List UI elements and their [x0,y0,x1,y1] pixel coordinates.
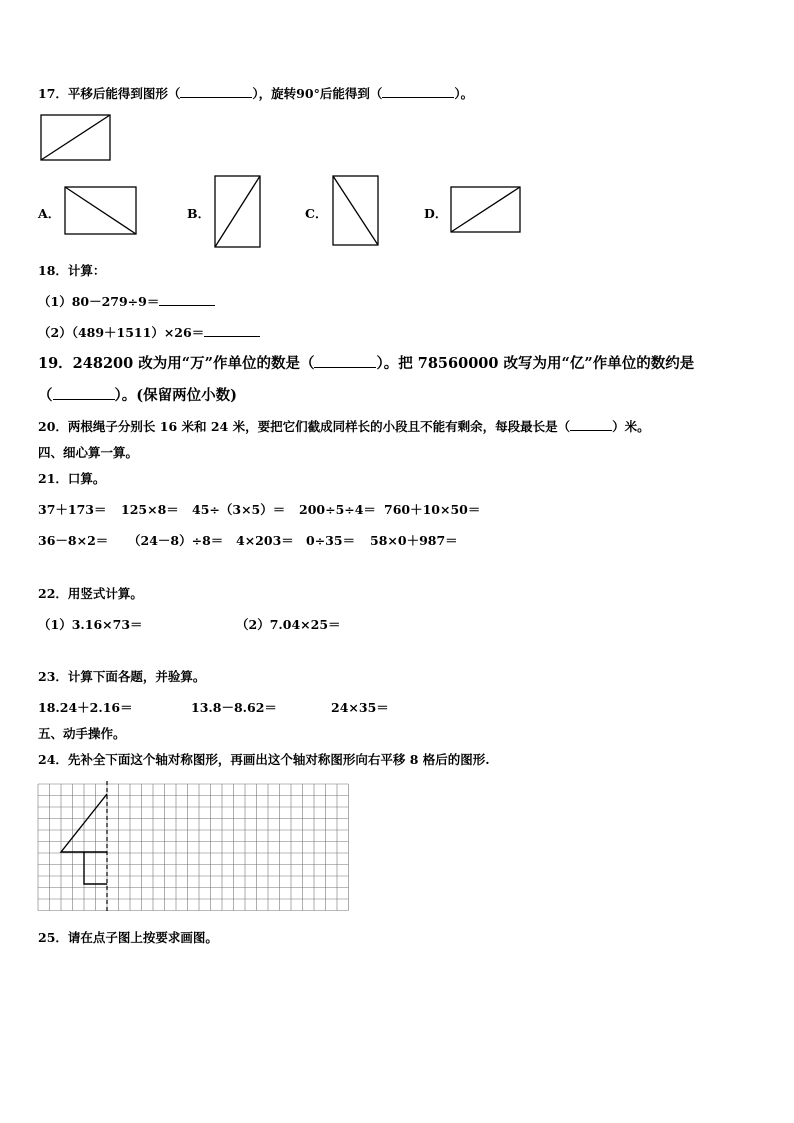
q18-item-2-blank[interactable] [204,325,260,337]
q19-blank-2[interactable] [53,388,115,400]
q17-text-3: ）。 [454,86,474,101]
q20-text-2: ）米。 [612,419,650,434]
q17-option-b-figure[interactable] [214,175,262,249]
q17-blank-2[interactable] [382,86,454,98]
q18-title: 18．计算： [38,263,106,278]
q20-line [38,417,650,435]
q17-line [38,84,473,102]
q24-grid-lines [38,784,349,911]
q19-text-3: （ [38,387,53,404]
q20-blank[interactable] [570,419,612,431]
q17-number: 17． [38,86,68,101]
q17-option-d-figure[interactable] [450,186,522,234]
q21-row2-item-5: 58×0＋987＝ [370,533,458,548]
q24-title: 24．先补全下面这个轴对称图形，再画出这个轴对称图形向右平移 8 格后的图形. [38,752,490,767]
section-4-heading: 四、细心算一算。 [38,445,139,460]
q22-title: 22．用竖式计算。 [38,586,143,601]
q18-item-1-text: （1）80－279÷9＝ [38,294,160,309]
q21-row1-item-5: 760＋10×50＝ [384,502,481,517]
q21-row2-item-2: （24－8）÷8＝ [128,533,224,548]
q23-item-2: 13.8－8.62＝ [191,700,277,715]
q23-title: 23．计算下面各题，并验算。 [38,669,206,684]
q19-text-1: 19．248200 改为用“万”作单位的数是（ [38,355,315,372]
section-5-heading: 五、动手操作。 [38,726,126,741]
q21-row2-item-3: 4×203＝ [236,533,294,548]
q25-title: 25．请在点子图上按要求画图。 [38,930,218,945]
q21-row1-item-2: 125×8＝ [121,502,179,517]
q17-option-c-label: C． [305,206,328,221]
q19-text-2: ）。把 78560000 改写为用“亿”作单位的数约是 [376,355,695,372]
q21-row1-item-1: 37＋173＝ [38,502,107,517]
q17-option-d-label: D． [424,206,448,221]
q22-item-2: （2）7.04×25＝ [236,617,341,632]
q19-text-4: ）。(保留两位小数) [114,387,237,404]
q17-option-a-figure[interactable] [64,186,138,236]
q17-option-b-label: B． [187,206,211,221]
q17-text-2: ），旋转90°后能得到（ [252,86,383,101]
q17-original-figure [40,114,112,162]
q21-row2-item-1: 36－8×2＝ [38,533,109,548]
q24-grid[interactable] [38,781,358,913]
q19-line-2 [38,384,237,405]
q17-blank-1[interactable] [180,86,252,98]
q20-text-1: 20．两根绳子分别长 16 米和 24 米，要把它们截成同样长的小段且不能有剩余，每段最长是（ [38,419,571,434]
q21-title: 21．口算。 [38,471,106,486]
q22-item-1: （1）3.16×73＝ [38,617,143,632]
q17-option-a-label: A． [38,206,61,221]
q23-item-3: 24×35＝ [331,700,389,715]
q21-row2-item-4: 0÷35＝ [306,533,356,548]
q21-row1-item-3: 45÷（3×5）＝ [192,502,286,517]
q18-item-1-blank[interactable] [159,294,215,306]
q19-blank-1[interactable] [314,356,376,368]
q21-row1-item-4: 200÷5÷4＝ [299,502,376,517]
q17-option-c-figure[interactable] [332,175,380,247]
q18-item-2 [38,323,260,341]
q23-item-1: 18.24＋2.16＝ [38,700,133,715]
q18-item-1 [38,292,215,310]
q17-text-1: 平移后能得到图形（ [67,86,181,101]
q19-line-1 [38,352,694,373]
q18-item-2-text: （2）（489＋1511）×26＝ [38,325,205,340]
